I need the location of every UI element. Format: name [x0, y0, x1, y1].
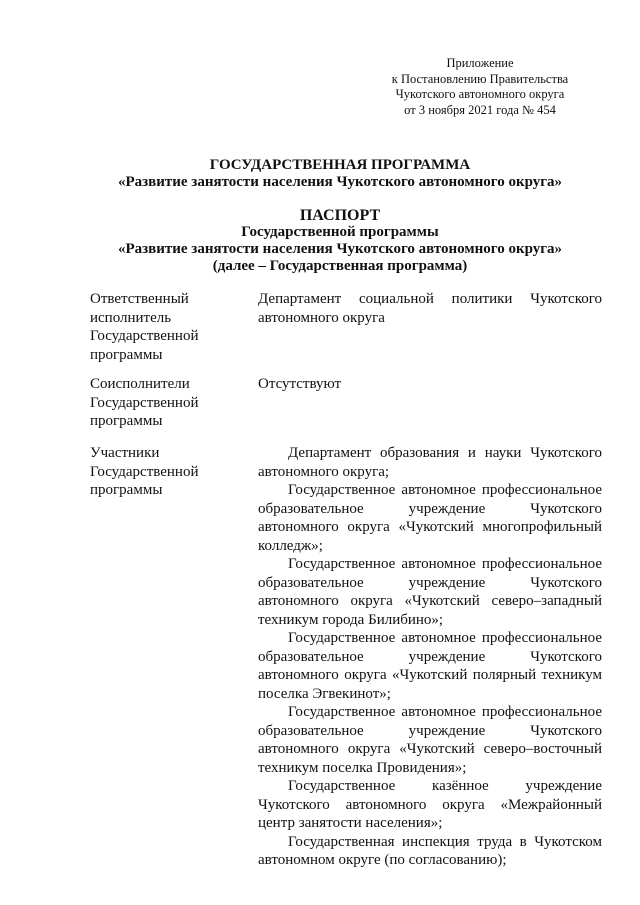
row-label — [90, 375, 250, 431]
row-label-line: Участники — [90, 445, 160, 461]
passport-line-1: Государственной программы — [241, 224, 439, 240]
appendix-header — [360, 56, 600, 118]
program-title-block — [40, 157, 640, 191]
passport-title-block — [40, 207, 640, 275]
row-value-paragraph: Государственное казённое учреждение Чукотского автономного округа «Межрайонный центр занятости населения»; — [258, 778, 602, 831]
row-value-paragraph: Департамент образования и науки Чукотского автономного округа; — [258, 445, 602, 480]
row-value-paragraph: Государственное автономное профессиональное образовательное учреждение Чукотского автономного округа «Чукотский северо–восточный техникум поселка Провидения»; — [258, 704, 602, 776]
row-value — [258, 290, 602, 327]
row-label-line: программы — [90, 346, 163, 363]
row-label — [90, 290, 250, 364]
passport-title: ПАСПОРТ — [299, 207, 381, 224]
row-value-paragraph: Государственное автономное профессиональное образовательное учреждение Чукотского автономного округа «Чукотский многопрофильный колледж»; — [258, 482, 602, 554]
row-value-paragraph: Государственное автономное профессиональное образовательное учреждение Чукотского автономного округа «Чукотский полярный техникум поселка Эгвекинот»; — [258, 630, 602, 702]
row-label-line: Ответственный — [90, 291, 189, 307]
row-label — [90, 444, 250, 500]
row-label-line: Соисполнители — [90, 376, 190, 392]
row-label-line: Государственной — [90, 394, 199, 411]
program-title: ГОСУДАРСТВЕННАЯ ПРОГРАММА — [209, 157, 471, 173]
program-subtitle: «Развитие занятости населения Чукотского автономного округа» — [117, 174, 563, 190]
appendix-line-3: Чукотского автономного округа — [395, 87, 565, 101]
row-value — [258, 444, 602, 870]
row-label-line: программы — [90, 413, 163, 429]
passport-line-3: (далее – Государственная программа) — [212, 258, 468, 274]
appendix-line-4: от 3 ноября 2021 года № 454 — [404, 102, 556, 117]
row-value-paragraph: Департамент социальной политики Чукотского автономного округа — [258, 291, 602, 326]
row-value-paragraph: Государственное автономное профессиональное образовательное учреждение Чукотского автономного округа «Чукотский северо–западный техникум города Билибино»; — [258, 556, 602, 628]
row-label-line: исполнитель — [90, 309, 172, 326]
row-label-line: Государственной — [90, 328, 199, 344]
row-value-paragraph: Государственная инспекция труда в Чукотском автономном округе (по согласованию); — [258, 833, 602, 868]
row-label-line: Государственной — [90, 463, 199, 480]
row-value-paragraph: Отсутствуют — [258, 376, 342, 392]
passport-line-2: «Развитие занятости населения Чукотского автономного округа» — [117, 241, 563, 257]
row-value — [258, 375, 602, 394]
appendix-line-2: к Постановлению Правительства — [391, 71, 569, 86]
appendix-line-1: Приложение — [446, 56, 514, 70]
row-label-line: программы — [90, 482, 163, 498]
